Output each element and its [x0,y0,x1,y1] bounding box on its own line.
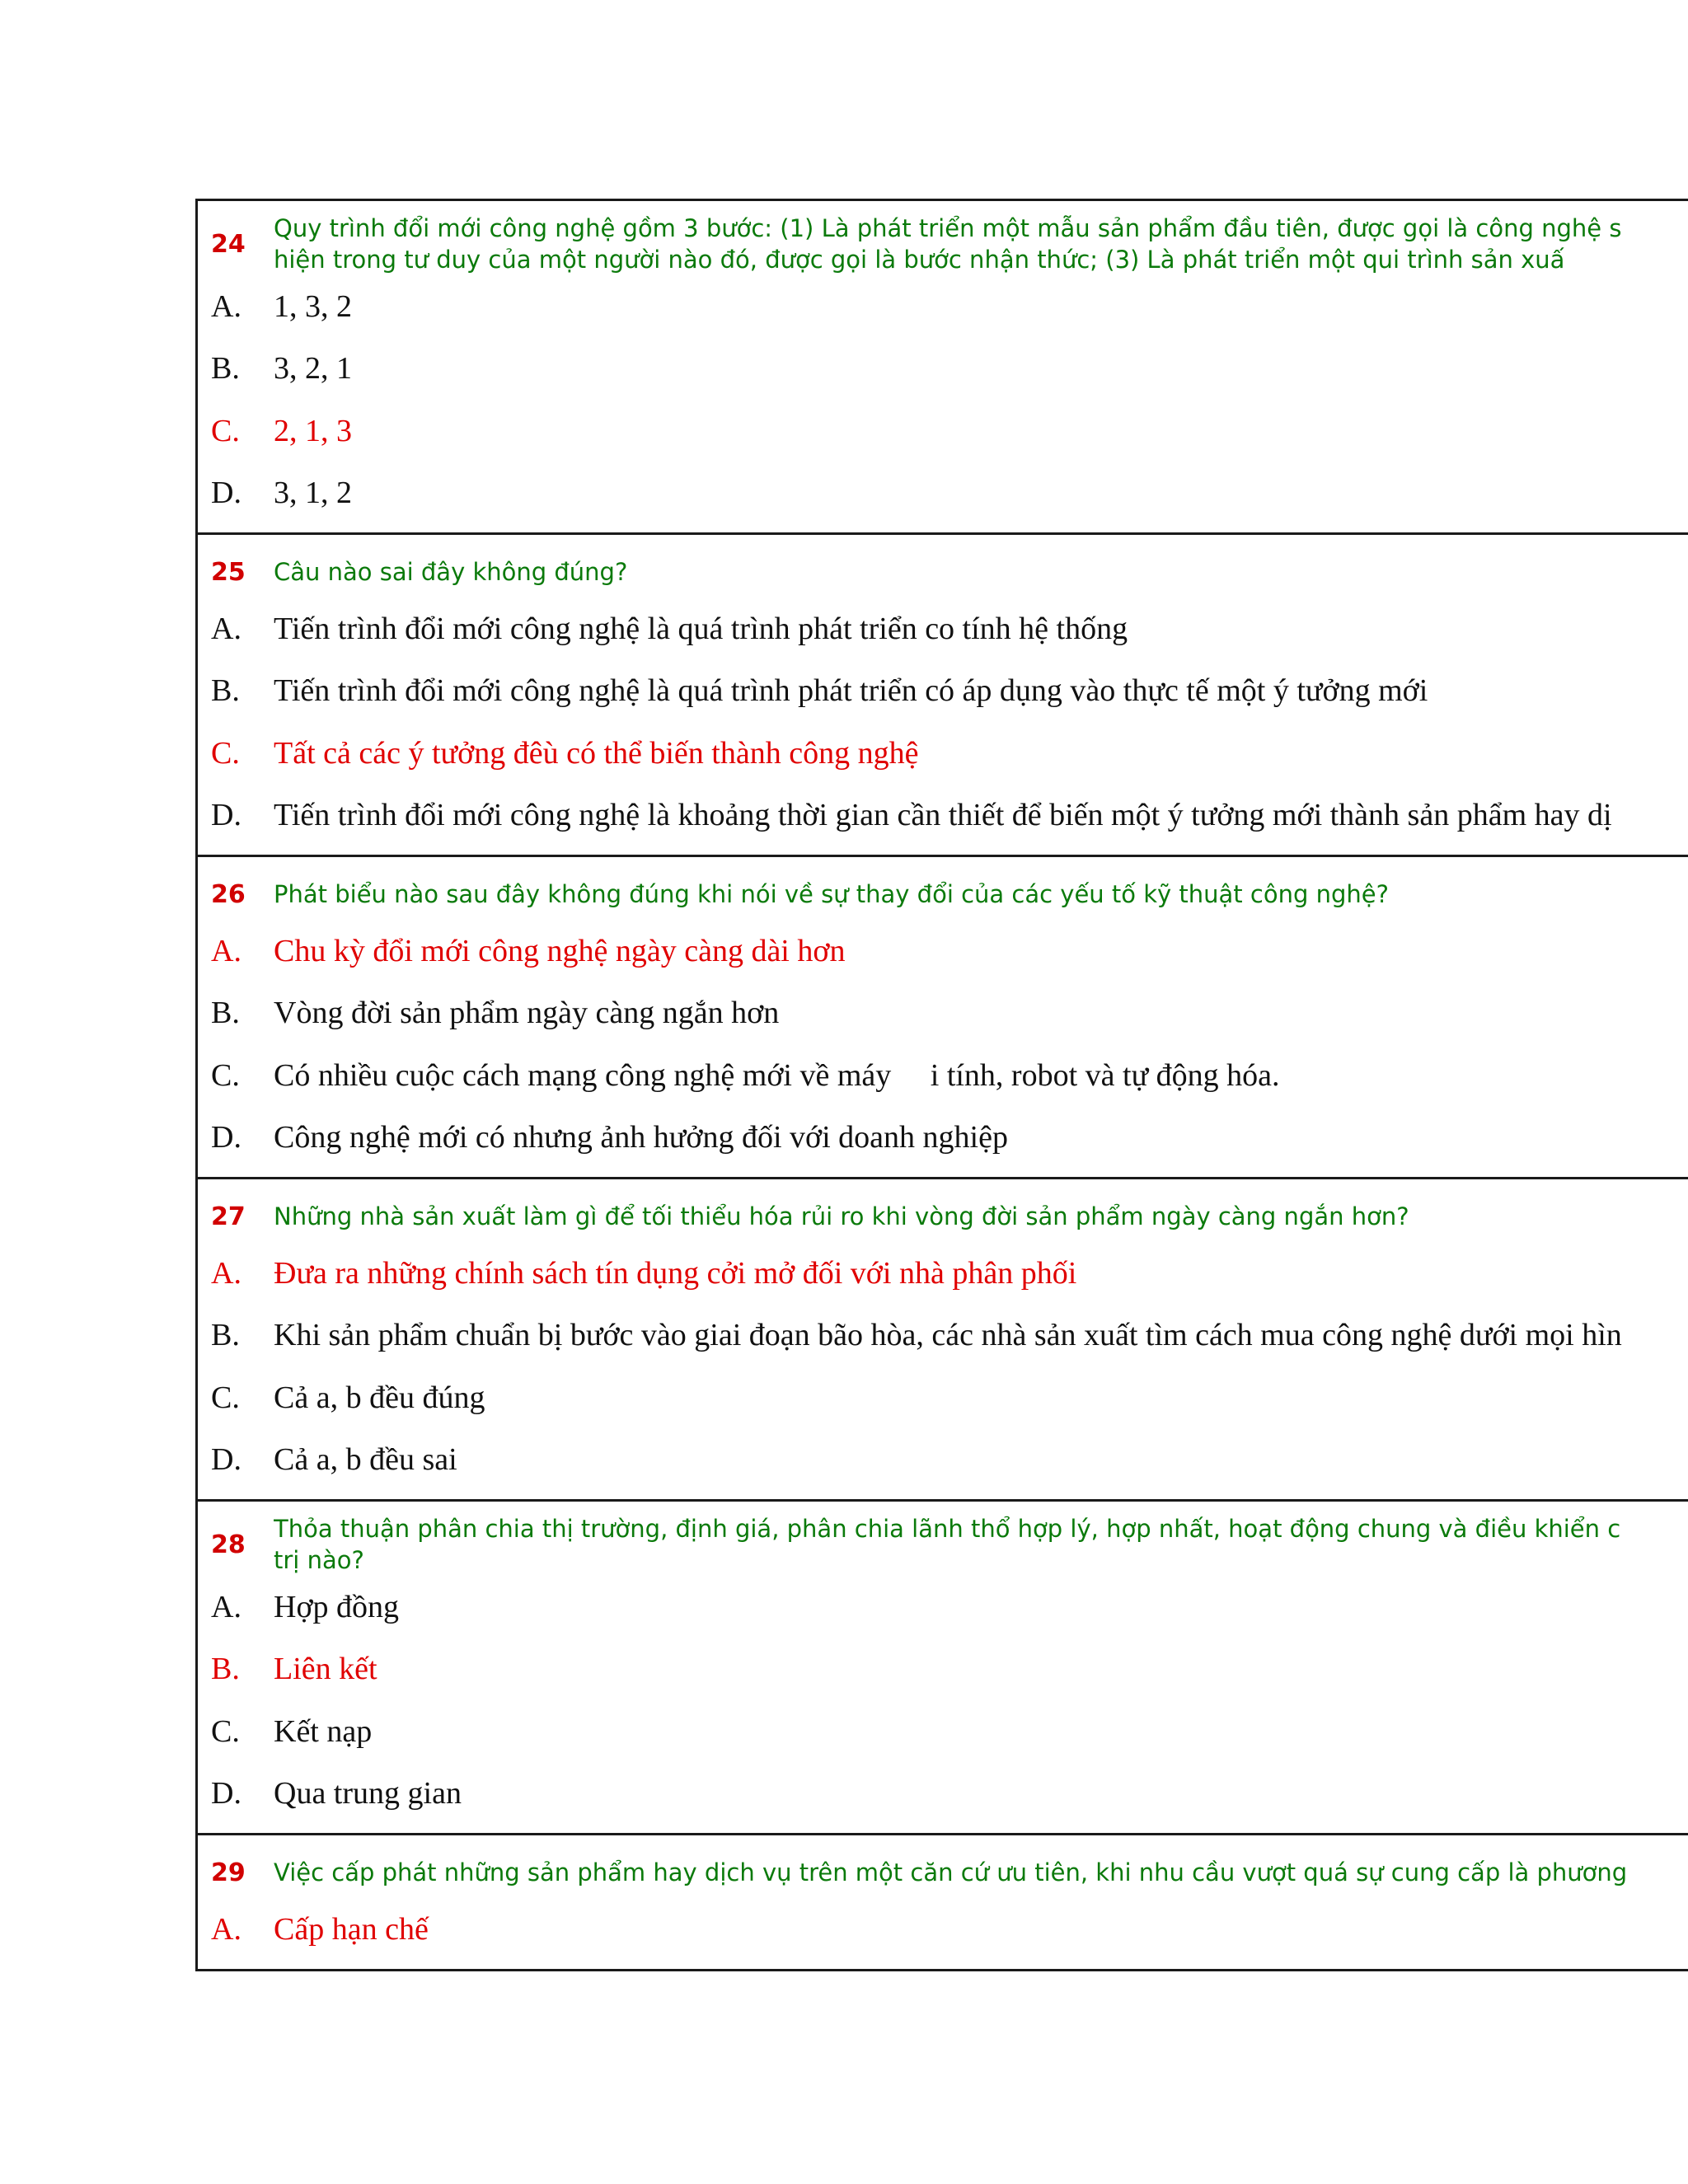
question-text-line: Phát biểu nào sau đây không đúng khi nói về sự thay đổi của các yếu tố kỹ thuật công nghệ? [274,880,1389,908]
question-block-27 [198,1179,1688,1502]
answer-option-d [198,1107,1688,1169]
question-block-29 [198,1835,1688,1971]
answer-option-c [198,1044,1688,1107]
answer-option-a [198,275,1688,338]
option-letter: C. [211,735,240,771]
question-header [198,1184,1688,1242]
answer-option-a [198,598,1688,660]
option-text: Đưa ra những chính sách tín dụng cởi mở đối với nhà phân phối [274,1255,1077,1291]
option-text: Chu kỳ đổi mới công nghệ ngày càng dài hơn [274,933,846,968]
answer-option-c [198,1700,1688,1763]
option-letter: A. [211,611,241,646]
question-text-line: Những nhà sản xuất làm gì để tối thiểu hóa rủi ro khi vòng đời sản phẩm ngày càng ngắn hơn? [274,1202,1409,1230]
option-text: 3, 1, 2 [274,476,352,511]
question-text-line: Thỏa thuận phân chia thị trường, định giá, phân chia lãnh thổ hợp lý, hợp nhất, hoạt động chung và điều khiển c [274,1515,1621,1543]
answer-option-b [198,1638,1688,1701]
option-letter: D. [211,1120,241,1155]
option-letter: B. [211,996,240,1031]
question-header [198,206,1688,275]
option-letter: B. [211,673,240,709]
option-letter: B. [211,1318,240,1353]
question-block-24 [198,201,1688,535]
option-text: Qua trung gian [274,1776,462,1811]
option-text: Có nhiều cuộc cách mạng công nghệ mới về máy i tính, robot và tự động hóa. [274,1057,1280,1093]
option-letter: D. [211,798,241,833]
option-letter: C. [211,1380,240,1415]
question-text [274,1857,1688,1888]
option-letter: A. [211,1589,241,1624]
option-text: Hợp đồng [274,1589,400,1624]
option-text: Công nghệ mới có nhưng ảnh hưởng đối với doanh nghiệp [274,1120,1008,1155]
option-text: Tất cả các ý tưởng đêù có thể biến thành công nghệ [274,735,919,771]
option-text: 3, 2, 1 [274,351,352,387]
option-letter: A. [211,1255,241,1291]
question-block-28 [198,1502,1688,1835]
option-text: 2, 1, 3 [274,413,352,448]
answer-option-d [198,1429,1688,1492]
option-text: Tiến trình đổi mới công nghệ là khoảng thời gian cần thiết để biến một ý tưởng mới thành sản phẩm hay dị [274,798,1612,833]
answer-option-a [198,920,1688,982]
option-letter: B. [211,351,240,387]
option-letter: A. [211,1911,241,1947]
question-number: 29 [211,1858,246,1887]
answer-option-d [198,462,1688,525]
answer-option-a [198,1576,1688,1638]
option-text: Vòng đời sản phẩm ngày càng ngắn hơn [274,996,780,1031]
option-text: Cấp hạn chế [274,1911,429,1947]
answer-option-c [198,1366,1688,1429]
option-letter: D. [211,1776,241,1811]
option-letter: C. [211,1713,240,1749]
answer-option-b [198,1305,1688,1367]
option-text: Kết nạp [274,1713,373,1749]
answer-option-b [198,982,1688,1045]
question-text-line: Việc cấp phát những sản phẩm hay dịch vụ trên một căn cứ ưu tiên, khi nhu cầu vượt quá sự cung cấp là phương [274,1858,1628,1886]
answer-option-a [198,1898,1688,1961]
option-text: Cả a, b đều đúng [274,1380,485,1415]
option-text: 1, 3, 2 [274,288,352,324]
answer-option-c [198,400,1688,462]
answer-option-a [198,1242,1688,1305]
option-letter: B. [211,1652,240,1687]
question-header [198,540,1688,598]
question-text-line: Câu nào sai đây không đúng? [274,558,628,586]
option-text: Khi sản phẩm chuẩn bị bước vào giai đoạn bão hòa, các nhà sản xuất tìm cách mua công nghệ dưới mọi hìn [274,1318,1622,1353]
question-number: 28 [211,1530,246,1559]
question-header [198,1507,1688,1576]
answer-option-d [198,1763,1688,1825]
question-text [274,1201,1688,1232]
question-text [274,556,1688,588]
question-number: 24 [211,229,246,259]
option-letter: A. [211,288,241,324]
answer-option-d [198,785,1688,847]
question-number: 27 [211,1202,246,1231]
option-letter: C. [211,1057,240,1093]
option-text: Liên kết [274,1652,377,1687]
option-text: Cả a, b đều sai [274,1442,457,1478]
option-letter: D. [211,476,241,511]
question-text-line: hiện trong tư duy của một người nào đó, được gọi là bước nhận thức; (3) Là phát triển một qui trình sản xuấ [274,246,1565,274]
question-text [274,879,1688,910]
option-letter: C. [211,413,240,448]
answer-option-b [198,660,1688,723]
option-letter: D. [211,1442,241,1478]
question-number: 25 [211,557,246,587]
question-text-line: Quy trình đổi mới công nghệ gồm 3 bước: (1) Là phát triển một mẫu sản phẩm đầu tiên, được gọi là công nghệ s [274,214,1622,242]
option-text: Tiến trình đổi mới công nghệ là quá trình phát triển co tính hệ thống [274,611,1128,646]
quiz-table [195,199,1688,1971]
option-letter: A. [211,933,241,968]
question-block-26 [198,857,1688,1179]
question-number: 26 [211,879,246,909]
option-text: Tiến trình đổi mới công nghệ là quá trình phát triển có áp dụng vào thực tế một ý tưởng mới [274,673,1428,709]
question-header [198,862,1688,920]
question-block-25 [198,535,1688,857]
answer-option-c [198,722,1688,785]
question-text [274,213,1688,275]
answer-option-b [198,338,1688,401]
question-header [198,1840,1688,1898]
question-text-line: trị nào? [274,1546,364,1574]
question-text [274,1513,1688,1576]
